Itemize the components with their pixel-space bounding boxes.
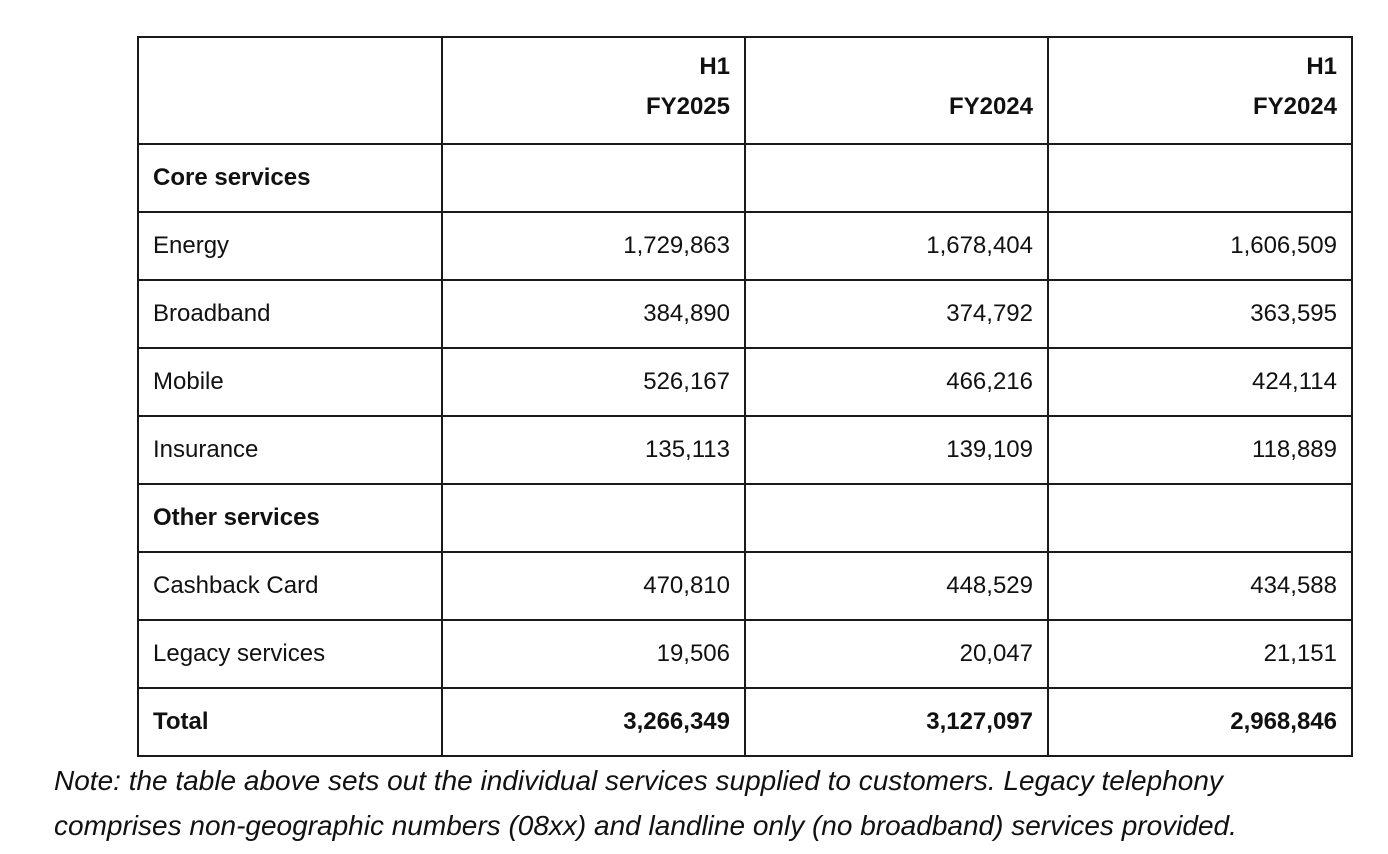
- value-cell: 526,167: [442, 348, 745, 416]
- value-cell: 1,729,863: [442, 212, 745, 280]
- section-row-other-services: [138, 484, 1352, 552]
- table-row-mobile: [138, 348, 1352, 416]
- value-cell: 20,047: [745, 620, 1048, 688]
- row-label: Core services: [138, 144, 442, 212]
- header-line-2: FY2025: [645, 93, 730, 120]
- value-cell: 1,678,404: [745, 212, 1048, 280]
- value-cell: 384,890: [442, 280, 745, 348]
- table-row-legacy-services: [138, 620, 1352, 688]
- value-cell: 363,595: [1048, 280, 1352, 348]
- note-line-1: Note: the table above sets out the individual services supplied to customers. Legacy telephony: [54, 765, 1223, 796]
- value-cell: 374,792: [745, 280, 1048, 348]
- value-cell: 470,810: [442, 552, 745, 620]
- value-cell: [1048, 484, 1352, 552]
- section-row-core-services: [138, 144, 1352, 212]
- value-cell: 434,588: [1048, 552, 1352, 620]
- services-table: [137, 36, 1353, 757]
- header-line-2: FY2024: [1252, 93, 1337, 120]
- value-cell: [1048, 144, 1352, 212]
- header-line-1: H1: [1306, 53, 1337, 80]
- value-cell: [442, 144, 745, 212]
- value-cell: 3,127,097: [745, 688, 1048, 756]
- value-cell: 118,889: [1048, 416, 1352, 484]
- header-line-2: FY2024: [948, 93, 1033, 120]
- value-cell: 466,216: [745, 348, 1048, 416]
- header-cell-h1-fy2025: [442, 37, 745, 144]
- header-cell-fy2024: [745, 37, 1048, 144]
- value-cell: 19,506: [442, 620, 745, 688]
- row-label: Energy: [138, 212, 442, 280]
- value-cell: [745, 484, 1048, 552]
- table-note: [54, 758, 1374, 848]
- row-label: Mobile: [138, 348, 442, 416]
- row-label: Total: [138, 688, 442, 756]
- value-cell: 424,114: [1048, 348, 1352, 416]
- row-label: Legacy services: [138, 620, 442, 688]
- row-label: Insurance: [138, 416, 442, 484]
- value-cell: 1,606,509: [1048, 212, 1352, 280]
- value-cell: [442, 484, 745, 552]
- value-cell: 3,266,349: [442, 688, 745, 756]
- table-row-total: [138, 688, 1352, 756]
- value-cell: 2,968,846: [1048, 688, 1352, 756]
- row-label: Broadband: [138, 280, 442, 348]
- value-cell: 135,113: [442, 416, 745, 484]
- value-cell: 21,151: [1048, 620, 1352, 688]
- note-line-2: comprises non-geographic numbers (08xx) and landline only (no broadband) services provided.: [54, 810, 1237, 841]
- header-cell-label: [138, 37, 442, 144]
- row-label: Cashback Card: [138, 552, 442, 620]
- value-cell: 448,529: [745, 552, 1048, 620]
- table-row-insurance: [138, 416, 1352, 484]
- table-header-row: [138, 37, 1352, 144]
- header-line-1: H1: [699, 53, 730, 80]
- value-cell: 139,109: [745, 416, 1048, 484]
- row-label: Other services: [138, 484, 442, 552]
- table-row-cashback-card: [138, 552, 1352, 620]
- header-cell-h1-fy2024: [1048, 37, 1352, 144]
- table-row-broadband: [138, 280, 1352, 348]
- table-row-energy: [138, 212, 1352, 280]
- value-cell: [745, 144, 1048, 212]
